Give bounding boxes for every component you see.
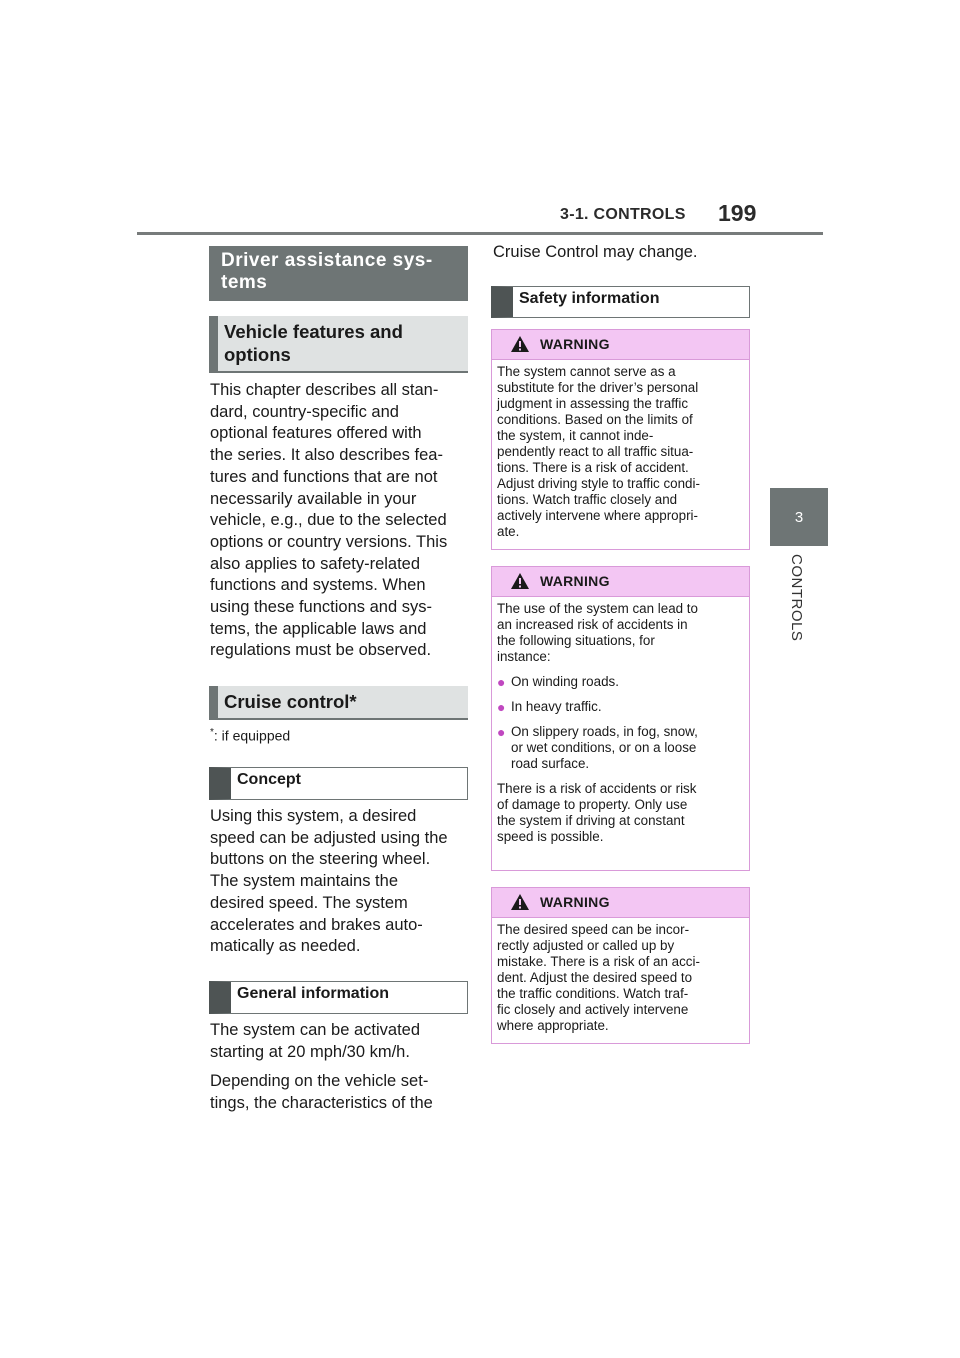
warning-line: dent. Adjust the desired speed to [497,970,693,985]
general-paragraph-2 [210,1071,472,1114]
footnote [210,727,290,744]
text-line: tures and functions that are not [210,467,438,486]
warning-box-1 [491,329,750,550]
bullet-text [511,724,744,772]
text-line: This chapter describes all stan- [210,381,439,399]
text-line: also applies to safety-related [210,554,421,573]
warning-line: Adjust driving style to traffic condi- [497,476,700,491]
warning-line: On slippery roads, in fog, snow, [511,724,698,739]
warning-title: WARNING [540,336,610,352]
page-number: 199 [718,200,757,226]
warning-line: the system, it cannot inde- [497,428,654,443]
general-paragraph-1 [210,1020,472,1063]
bullet-dot-icon: ● [497,674,506,690]
text-line: optional features offered with [210,424,422,443]
text-line: the series. It also describes fea- [210,446,443,465]
warning-box-2 [491,566,750,871]
text-line: desired speed. The system [210,893,408,912]
text-line: matically as needed. [210,937,361,956]
warning-line: rectly adjusted or called up by [497,938,675,953]
heading-text: General information [237,985,390,1002]
warning-line: an increased risk of accidents in [497,617,688,632]
heading-driver-assistance [209,246,468,301]
warning-line: The system cannot serve as a [497,364,676,379]
chapter-number: 3 [794,508,804,526]
heading-line: Driver assistance sys- [221,250,433,271]
heading-vehicle-features [209,316,468,373]
concept-paragraph [210,806,472,958]
warning-line: speed is possible. [497,829,604,844]
heading-text: Concept [237,771,301,788]
warning-line: the following situations, for [497,633,655,648]
text-line: starting at 20 mph/30 km/h. [210,1042,410,1061]
text-line: using these functions and sys- [210,598,432,617]
warning-line: The desired speed can be incor- [497,922,690,937]
warning-line: or wet conditions, or on a loose [511,740,697,755]
warning-line: tions. There is a risk of accident. [497,460,689,475]
text-line: The system maintains the [210,872,398,891]
bullet-item [497,674,744,690]
warning-body [492,918,749,1040]
text-line: vehicle, e.g., due to the selected [210,511,447,530]
warning-line: On winding roads. [511,674,619,689]
section-title: 3-1. CONTROLS [560,206,686,223]
footnote-mark: * [210,727,214,738]
warning-line: The use of the system can lead to [497,601,698,616]
warning-triangle-icon [510,335,530,353]
warning-line: mistake. There is a risk of an acci- [497,954,700,969]
warning-line: pendently react to all traffic situa- [497,444,694,459]
warning-line: road surface. [511,756,590,771]
warning-body [492,360,749,546]
warning-body [492,597,749,851]
heading-concept [209,767,468,800]
heading-safety-information [491,286,750,318]
warning-triangle-icon [510,893,530,911]
heading-text: Safety information [519,290,660,307]
warning-line: the system if driving at constant [497,813,685,828]
footnote-text: : if equipped [213,727,291,744]
text-line: Depending on the vehicle set- [210,1072,429,1090]
bullet-dot-icon: ● [497,699,506,715]
warning-line: the traffic conditions. Watch traf- [497,986,689,1001]
header-divider [137,232,823,235]
text-line: The system can be activated [210,1021,421,1039]
text-line: options or country versions. This [210,532,448,551]
warning-line: conditions. Based on the limits of [497,412,693,427]
text-line: necessarily available in your [210,489,417,508]
warning-line: substitute for the driver’s personal [497,380,699,395]
warning-line: There is a risk of accidents or risk [497,781,697,796]
warning-header [492,567,749,597]
bullet-item [497,699,744,715]
warning-header [492,888,749,918]
warning-title: WARNING [540,573,610,589]
bullet-item [497,724,744,772]
bullet-text [511,674,744,690]
chapter-label: CONTROLS [788,554,805,642]
warning-line: judgment in assessing the traffic [497,396,689,411]
warning-box-3 [491,887,750,1044]
warning-line: ate. [497,524,520,539]
text-line: Using this system, a desired [210,807,417,825]
chapter-tab[interactable] [770,488,828,546]
warning-line: tions. Watch traffic closely and [497,492,678,507]
heading-text: Vehicle features and options [224,321,403,365]
text-line: speed can be adjusted using the [210,828,448,847]
text-line: tems, the applicable laws and [210,619,427,638]
text-line: accelerates and brakes auto- [210,915,423,934]
bullet-text [511,699,744,715]
text-line: tings, the characteristics of the [210,1093,433,1112]
text-line: dard, country-specific and [210,402,399,421]
warning-line: actively intervene where appropri- [497,508,698,523]
warning-line: fic closely and actively intervene [497,1002,689,1017]
text-line: functions and systems. When [210,576,426,595]
warning-line: instance: [497,649,551,664]
text-line: regulations must be observed. [210,641,432,660]
warning-line: of damage to property. Only use [497,797,688,812]
bullet-dot-icon: ● [497,724,506,740]
text-line: buttons on the steering wheel. [210,850,431,869]
heading-general-information [209,981,468,1014]
heading-cruise-control [209,686,468,720]
continuation-text: Cruise Control may change. [493,243,698,261]
warning-header [492,330,749,360]
heading-line: tems [221,272,268,293]
warning-line: where appropriate. [497,1018,609,1033]
intro-paragraph [210,380,472,662]
warning-title: WARNING [540,894,610,910]
warning-line: In heavy traffic. [511,699,602,714]
heading-text: Cruise control* [224,691,357,712]
warning-triangle-icon [510,572,530,590]
